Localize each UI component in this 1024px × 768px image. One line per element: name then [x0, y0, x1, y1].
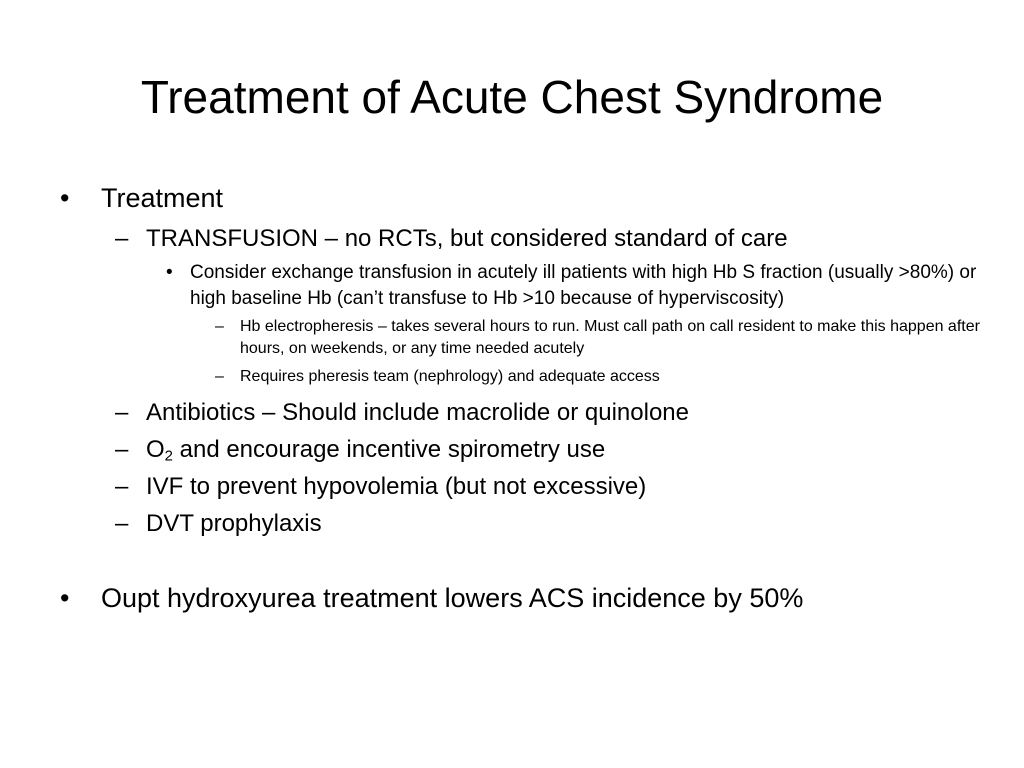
sub-bullet-oxygen: [115, 431, 980, 468]
bullet-treatment: [60, 178, 980, 218]
sub-sub-bullet-text: Consider exchange transfusion in acutely ill patients with high Hb S fraction (usually >80%) or high baseline Hb (can’t transfuse to Hb >10 because of hyperviscosity): [190, 262, 977, 309]
oxygen-subscript: 2: [164, 448, 173, 465]
dash-marker: –: [115, 473, 129, 500]
sub-bullet-dvt: [115, 505, 980, 542]
bullet-marker: •: [60, 583, 70, 613]
dash-marker: –: [115, 225, 129, 252]
bullet-marker: •: [60, 183, 70, 213]
sub-bullet-text: IVF to prevent hypovolemia (but not excessive): [146, 473, 647, 500]
sub-bullet-text: Antibiotics – Should include macrolide or quinolone: [146, 399, 689, 426]
level4-item-text: Requires pheresis team (nephrology) and adequate access: [240, 368, 660, 385]
bullet-marker: •: [166, 262, 173, 283]
spacer: [60, 542, 980, 578]
level4-item-electropheresis: [215, 316, 980, 360]
sub-bullet-text: and encourage incentive spirometry use: [172, 436, 606, 463]
dash-marker: –: [115, 436, 129, 463]
sub-bullet-transfusion: [115, 220, 980, 257]
sub-bullet-antibiotics: [115, 394, 980, 431]
sub-bullet-text: DVT prophylaxis: [146, 510, 322, 537]
sub-sub-bullet-exchange-transfusion: [166, 260, 980, 312]
level4-item-text: Hb electropheresis – takes several hours to run. Must call path on call resident to make this happen after hours, on weekends, or any time needed acutely: [240, 318, 980, 357]
dash-marker: –: [215, 368, 224, 385]
level4-item-pheresis-team: [215, 366, 980, 388]
bullet-text: Treatment: [101, 183, 224, 213]
sub-bullet-ivf: [115, 468, 980, 505]
bullet-hydroxyurea: [60, 578, 980, 618]
slide-title: Treatment of Acute Chest Syndrome: [140, 71, 884, 123]
dash-marker: –: [115, 510, 129, 537]
sub-bullet-text: TRANSFUSION – no RCTs, but considered standard of care: [146, 225, 788, 252]
slide-body: [60, 178, 980, 618]
bullet-text: Oupt hydroxyurea treatment lowers ACS incidence by 50%: [101, 583, 804, 613]
dash-marker: –: [215, 318, 224, 335]
oxygen-symbol: O: [146, 436, 165, 463]
dash-marker: –: [115, 399, 129, 426]
